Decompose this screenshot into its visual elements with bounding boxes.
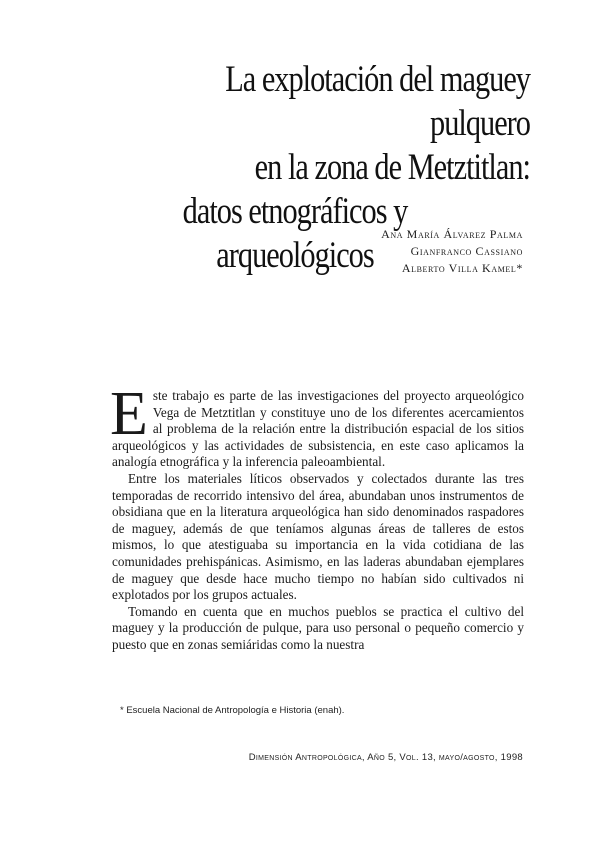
article-body [110, 380, 524, 654]
paragraph-text: ste trabajo es parte de las investigaciones del proyecto arqueológico Vega de Metztitlan y constituye uno de los diferentes acercamientos al problema de la relación entre la distribución espacial de los sitios arqueológicos y las actividades de subsistencia, en este caso aplicamos la analogía etnográfica y la inferencia paleoambiental. [112, 388, 524, 470]
paragraph: Entre los materiales líticos observados y colectados durante las tres temporadas de recorrido intensivo del área, abundaban unos instrumentos de obsidiana que en la literatura arqueológica han sido denominados raspadores de maguey, además de que teníamos algunas áreas de talleres de estos mismos, lo que atestiguaba su importancia en la vida cotidiana de las comunidades prehispánicas. Asimismo, en las laderas abundaban ejemplares de maguey que desde hace mucho tiempo no habían sido cultivados ni explotados por los grupos actuales. [112, 470, 524, 603]
paragraph: Tomando en cuenta que en muchos pueblos se practica el cultivo del maguey y la producción de pulque, para uso personal o pequeño comercio y puesto que en zonas semiáridas como la nuestra [112, 603, 524, 652]
title-line-3: datos etnográficos y arqueológicos [182, 191, 408, 276]
paragraph [110, 380, 524, 471]
author-list [381, 226, 523, 277]
author-name: Gianfranco Cassiano [410, 244, 523, 258]
footnote: * Escuela Nacional de Antropología e Historia (enah). [120, 705, 345, 716]
author-name: Alberto Villa Kamel* [401, 261, 523, 275]
title-line-1: La explotación del maguey pulquero [225, 59, 531, 144]
title-line-2: en la zona de Metztitlan: [254, 147, 530, 188]
drop-cap: E [110, 380, 148, 448]
author-name: Ana María Álvarez Palma [381, 227, 523, 241]
running-footer: Dimensión Antropológica, Año 5, Vol. 13, mayo/agosto, 1998 [248, 752, 523, 763]
